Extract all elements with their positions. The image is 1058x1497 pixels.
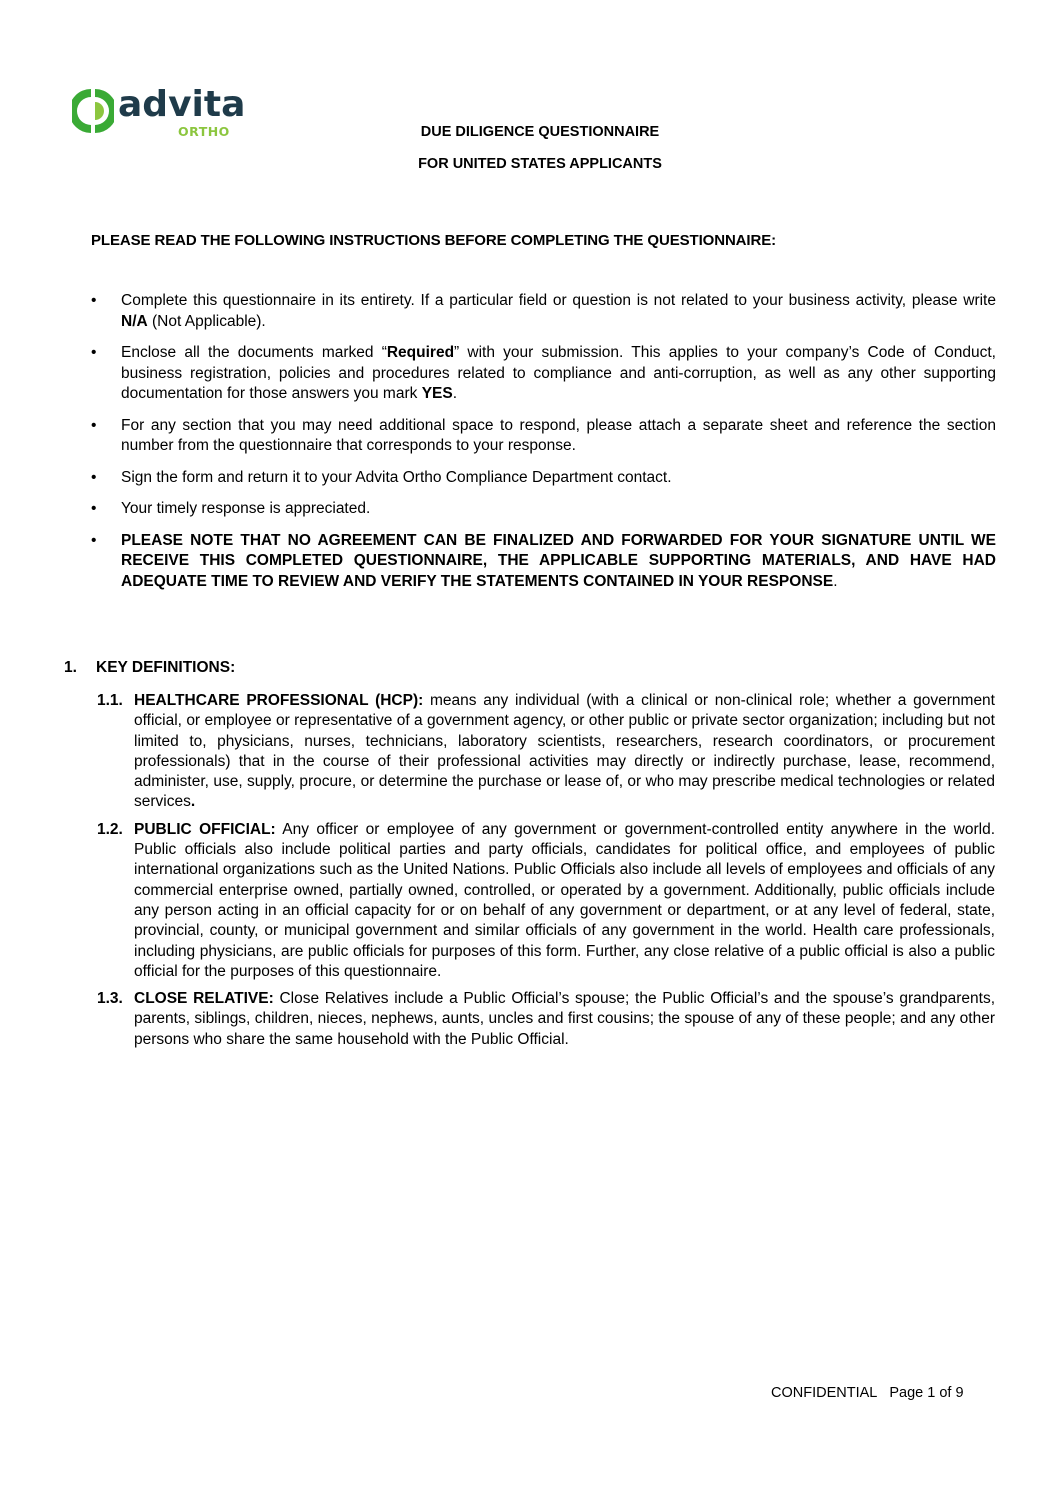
bullet-icon: • xyxy=(91,416,97,434)
instructions-heading: PLEASE READ THE FOLLOWING INSTRUCTIONS BEFORE COMPLETING THE QUESTIONNAIRE: xyxy=(91,232,777,249)
instruction-item: • Your timely response is appreciated. xyxy=(91,499,996,520)
definition-public-official: 1.2. PUBLIC OFFICIAL: Any officer or employee of any government or government-controlled entity anywhere in the world. Public officials also include political parties and party officials, candidates for political office, and employees of public international organizations such as the United Nations. Public Officials also include all levels of employees and officials of any commercial enterprise owned, partially owned, controlled, or operated by a government. Additionally, public officials include any person acting in an official capacity for or on behalf of any government or department, or at any level of federal, state, provincial, county, or municipal government and similar officials of any government in the world. Health care professionals, including physicians, are public officials for purposes of this form. Further, any close relative of a public official is also a public official for the purposes of this questionnaire. xyxy=(97,820,996,980)
instruction-item: • Sign the form and return it to your Advita Ortho Compliance Department contact. xyxy=(91,468,996,489)
bullet-icon: • xyxy=(91,500,97,517)
instruction-item: • For any section that you may need additional space to respond, please attach a separate sheet and reference the section number from the questionnaire that corresponds to your response. xyxy=(91,416,996,454)
section-heading-key-definitions: 1. KEY DEFINITIONS: xyxy=(64,659,236,676)
instruction-item: • Complete this questionnaire in its entirety. If a particular field or question is not related to your business activity, please write N/A (Not Applicable). xyxy=(91,292,996,330)
definition-hcp: 1.1. HEALTHCARE PROFESSIONAL (HCP): means any individual (with a clinical or non-clinical role; whether a government official, or employee or representative of a government agency, or other public or private sector organization; including but not limited to, physicians, nurses, technicians, laboratory scientists, researchers, research coordinators, or procurement professionals) that in the course of their professional activities may directly or indirectly purchase, lease, recommend, administer, use, supply, procure, or determine the purchase or lease of, or who may prescribe medical technologies or related services. xyxy=(97,692,995,811)
confidential-label: CONFIDENTIAL xyxy=(771,1385,878,1401)
instruction-item-notice: • PLEASE NOTE THAT NO AGREEMENT CAN BE FINALIZED AND FORWARDED FOR YOUR SIGNATURE UNTIL WE RECEIVE THIS COMPLETED QUESTIONNAIRE, THE APPLICABLE SUPPORTING MATERIALS, AND HAVE HAD ADEQUATE TIME TO REVIEW AND VERIFY THE STATEMENTS CONTAINED IN YOUR RESPONSE. xyxy=(91,531,996,590)
bullet-icon: • xyxy=(91,531,97,549)
bullet-icon: • xyxy=(91,468,97,486)
instructions-list xyxy=(91,291,996,603)
document-title: DUE DILIGENCE QUESTIONNAIRE xyxy=(420,124,660,140)
instruction-item: • Enclose all the documents marked “Required” with your submission. This applies to your company’s Code of Conduct, business registration, policies and procedures related to compliance and anti-corruption, as well as any other supporting documentation for those answers you mark YES. xyxy=(91,344,996,402)
bullet-icon: • xyxy=(91,292,97,309)
definitions-list xyxy=(97,691,995,1057)
bullet-icon: • xyxy=(91,344,97,361)
page-footer xyxy=(771,1385,964,1401)
definition-close-relative: 1.3. CLOSE RELATIVE: Close Relatives include a Public Official’s spouse; the Public Official’s and the spouse’s grandparents, parents, siblings, children, nieces, nephews, aunts, uncles and first cousins; the spouse of any of these people; and any other persons who share the same household with the Public Official. xyxy=(97,990,995,1048)
logo-subtitle: ORTHO xyxy=(178,124,230,139)
document-subtitle: FOR UNITED STATES APPLICANTS xyxy=(418,156,662,172)
page-number: Page 1 of 9 xyxy=(889,1385,964,1401)
logo-wordmark: advita xyxy=(118,84,246,125)
